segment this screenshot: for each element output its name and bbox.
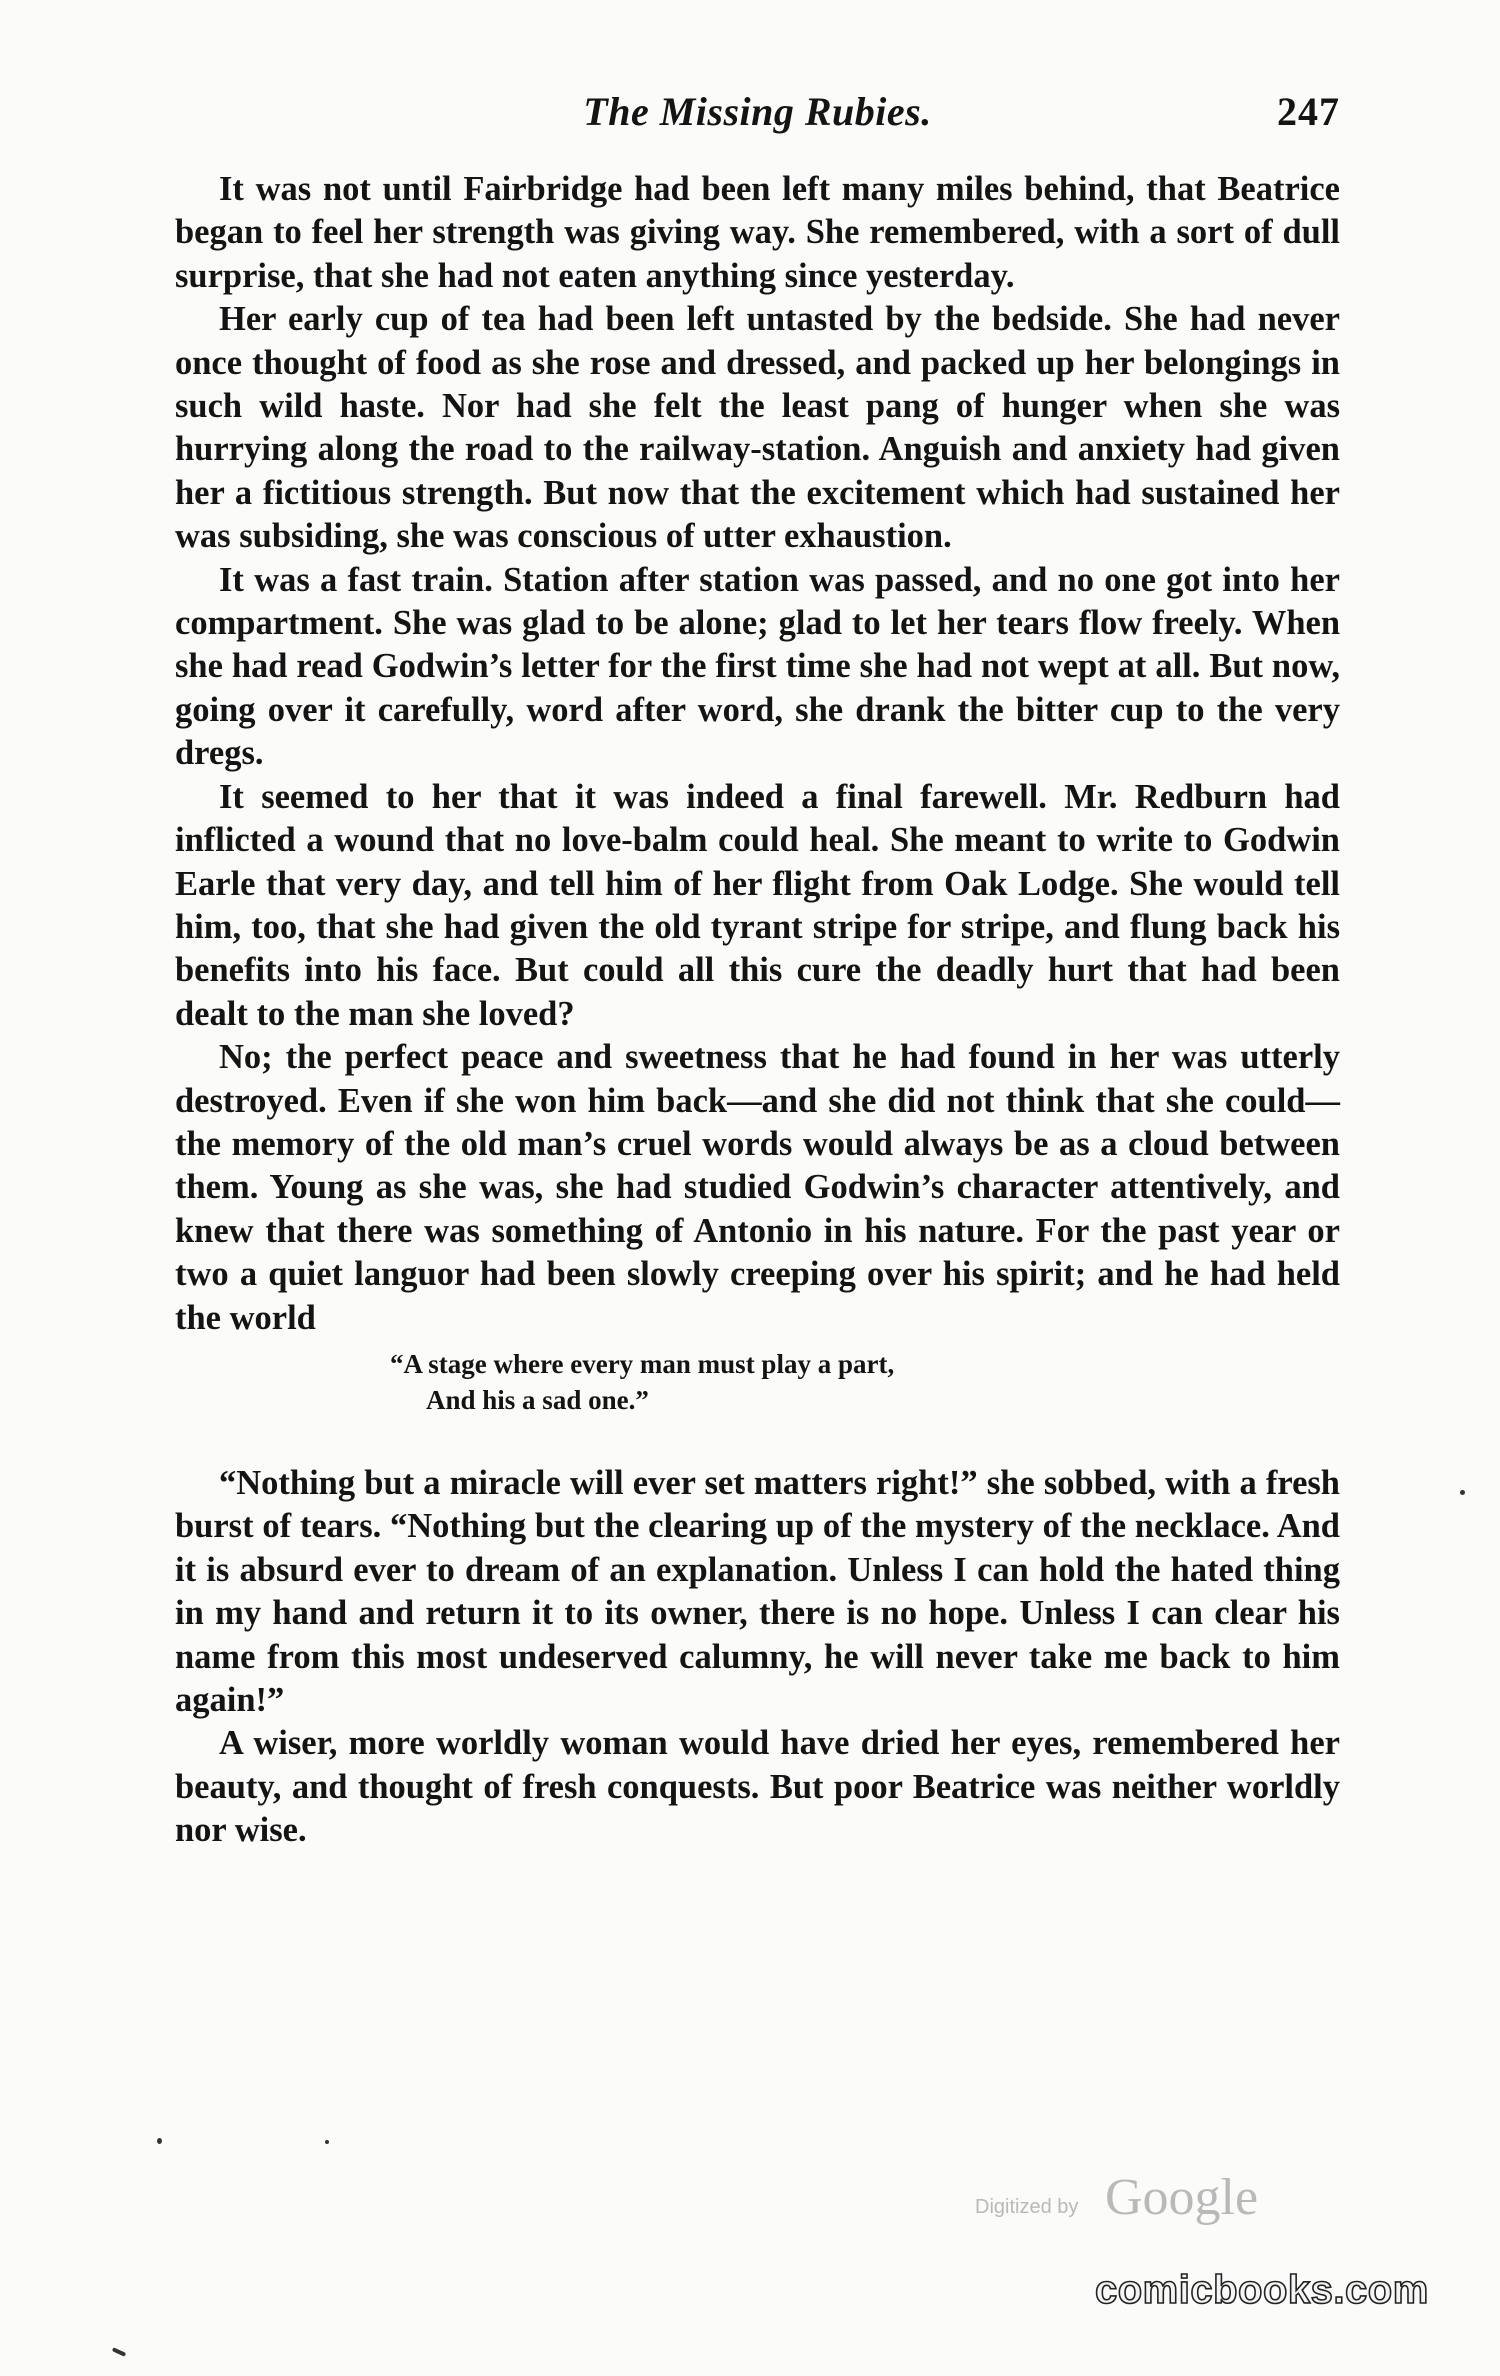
paragraph-2: Her early cup of tea had been left untasted by the bedside. She had never once thought of food as she rose and dressed, and packed up her belongings in such wild haste. Nor had she felt the least pang of hunger when she was hurrying along the road to the railway-station. Anguish and anxiety had given her a fictitious strength. But now that the excitement which had sustained her was subsiding, she was conscious of utter exhaustion. [175, 300, 1340, 556]
paragraph-5: No; the perfect peace and sweetness that he had found in her was utterly destroyed. Even if she won him back—and she did not think that she could—the memory of the old man’s cruel words would always be as a cloud between them. Young as she was, she had studied Godwin’s character attentively, and knew that there was something of Antonio in his nature. For the past year or two a quiet languor had been slowly creeping over his spirit; and he had held the world [175, 1038, 1340, 1337]
paragraph-3: It was a fast train. Station after station was passed, and no one got into her compartment. She was glad to be alone; glad to let her tears flow freely. When she had read Godwin’s letter for the first time she had not wept at all. But now, going over it carefully, word after word, she drank the bitter cup to the very dregs. [175, 560, 1340, 773]
page-speck [325, 2140, 329, 2144]
paragraph-7: A wiser, more worldly woman would have dried her eyes, remembered her beauty, and thought of fresh conquests. But poor Beatrice was neither worldly nor wise. [175, 1724, 1340, 1850]
google-logo: Google [1105, 2169, 1259, 2226]
page-number: 247 [1277, 89, 1340, 134]
paragraph-6: “Nothing but a miracle will ever set matters right!” she sobbed, with a fresh burst of tears. “Nothing but the clearing up of the mystery of the necklace. And it is absurd ever to dream of an explanation. Unless I can hold the hated thing in my hand and return it to its owner, there is no hope. Unless I can clear his name from this most undeserved calumny, he will never take me back to him again!” [175, 1463, 1340, 1719]
section-spacer [175, 1418, 1340, 1462]
running-title: The Missing Rubies. [583, 89, 932, 134]
paragraph-1: It was not until Fairbridge had been left many miles behind, that Beatrice began to feel her strength was giving way. She remembered, with a sort of dull surprise, that she had not eaten anything since yesterday. [175, 170, 1340, 295]
digitized-by-label: Digitized by [975, 2196, 1079, 2218]
verse-line-1: “A stage where every man must play a part, [390, 1348, 895, 1379]
verse-line-2: And his a sad one.” [426, 1384, 649, 1415]
running-head [175, 88, 1340, 138]
page-speck [157, 2138, 162, 2144]
google-digitized-mark [975, 2168, 1335, 2228]
body-text [175, 168, 1340, 1853]
page-speck [1460, 1490, 1465, 1495]
paragraph-4: It seemed to her that it was indeed a final farewell. Mr. Redburn had inflicted a wound that no love-balm could heal. She meant to write to Godwin Earle that very day, and tell him of her flight from Oak Lodge. She would tell him, too, that she had given the old tyrant stripe for stripe, and flung back his benefits into his face. But could all this cure the deadly hurt that had been dealt to the man she loved? [175, 777, 1340, 1033]
site-watermark: comicbooks.com [1095, 2268, 1429, 2312]
page-speck [112, 2347, 126, 2357]
verse-quotation [175, 1346, 1340, 1418]
